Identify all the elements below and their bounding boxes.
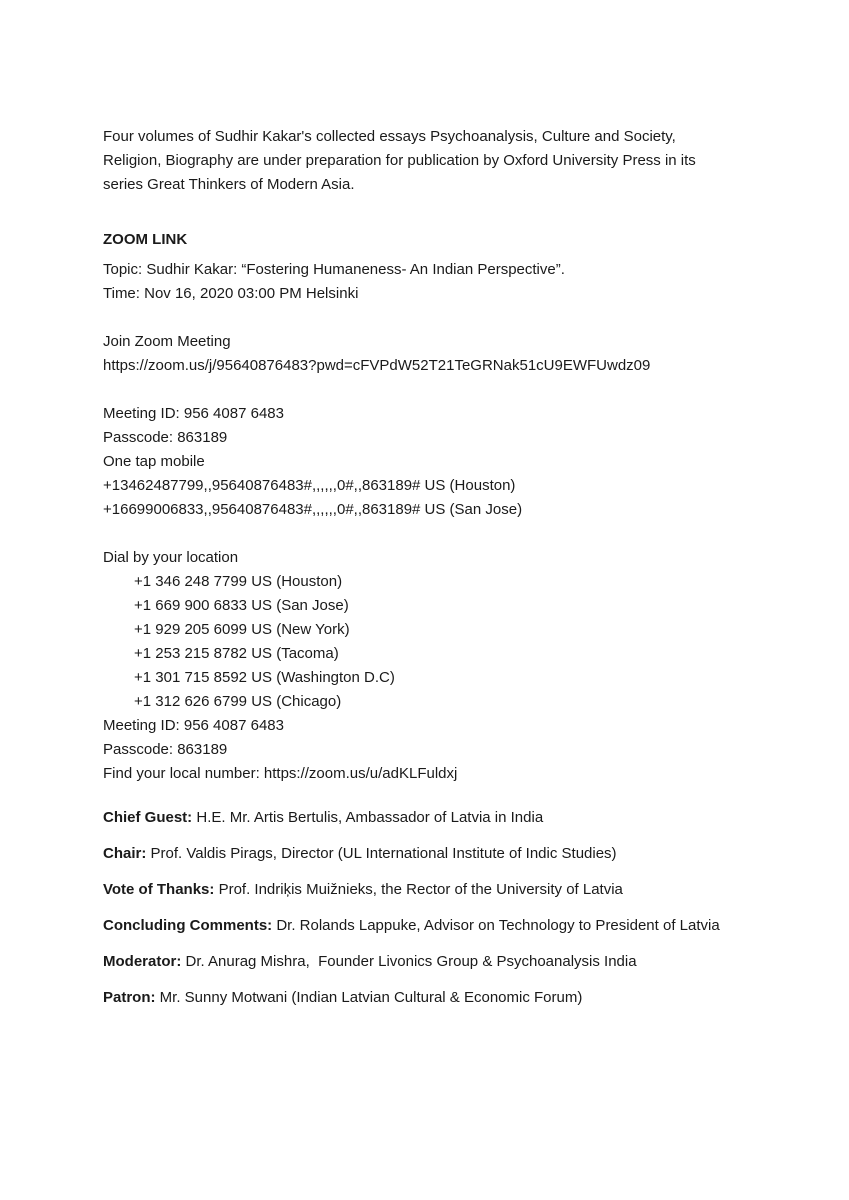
local-number-link[interactable]: Find your local number: https://zoom.us/u/adKLFuldxj <box>103 765 458 782</box>
dial-number: +1 346 248 7799 US (Houston) <box>134 573 343 590</box>
dial-number: +1 253 215 8782 US (Tacoma) <box>134 645 339 662</box>
document-body <box>103 125 743 1022</box>
role-value: H.E. Mr. Artis Bertulis, Ambassador of Latvia in India <box>192 809 544 826</box>
role-value: Prof. Valdis Pirags, Director (UL International Institute of Indic Studies) <box>146 845 617 862</box>
one-tap-number: +13462487799,,95640876483#,,,,,,0#,,863189# US (Houston) <box>103 477 516 494</box>
role-label: Moderator: <box>103 953 182 970</box>
intro-line: series Great Thinkers of Modern Asia. <box>103 176 355 193</box>
dial-number: +1 929 205 6099 US (New York) <box>134 621 350 638</box>
role-label: Chief Guest: <box>103 809 193 826</box>
role-value: Prof. Indriķis Muižnieks, the Rector of the University of Latvia <box>214 881 623 898</box>
role-moderator <box>103 950 743 986</box>
one-tap-label: One tap mobile <box>103 453 205 470</box>
role-chief-guest <box>103 806 743 842</box>
role-value: Dr. Anurag Mishra, Founder Livonics Group & Psychoanalysis India <box>181 953 637 970</box>
passcode: Passcode: 863189 <box>103 741 228 758</box>
intro-line: Four volumes of Sudhir Kakar's collected essays Psychoanalysis, Culture and Society, <box>103 128 676 145</box>
spacer <box>103 378 743 402</box>
meeting-id: Meeting ID: 956 4087 6483 <box>103 405 284 422</box>
dial-by-location-label: Dial by your location <box>103 549 239 566</box>
dial-number: +1 301 715 8592 US (Washington D.C) <box>134 669 395 686</box>
role-label: Concluding Comments: <box>103 917 273 934</box>
role-value: Mr. Sunny Motwani (Indian Latvian Cultural & Economic Forum) <box>155 989 583 1006</box>
role-patron <box>103 986 743 1022</box>
dial-number: +1 669 900 6833 US (San Jose) <box>134 597 349 614</box>
passcode: Passcode: 863189 <box>103 429 228 446</box>
role-chair <box>103 842 743 878</box>
meeting-time: Time: Nov 16, 2020 03:00 PM Helsinki <box>103 285 359 302</box>
role-vote-of-thanks <box>103 878 743 914</box>
spacer <box>103 306 743 330</box>
zoom-link-heading: ZOOM LINK <box>103 231 188 248</box>
role-label: Chair: <box>103 845 147 862</box>
meeting-topic: Topic: Sudhir Kakar: “Fostering Humaneness- An Indian Perspective”. <box>103 261 565 278</box>
role-label: Vote of Thanks: <box>103 881 215 898</box>
one-tap-number: +16699006833,,95640876483#,,,,,,0#,,863189# US (San Jose) <box>103 501 523 518</box>
join-meeting-link[interactable]: https://zoom.us/j/95640876483?pwd=cFVPdW52T21TeGRNak51cU9EWFUwdz09 <box>103 357 651 374</box>
join-meeting-label: Join Zoom Meeting <box>103 333 231 350</box>
role-label: Patron: <box>103 989 156 1006</box>
meeting-id: Meeting ID: 956 4087 6483 <box>103 717 284 734</box>
role-value: Dr. Rolands Lappuke, Advisor on Technology to President of Latvia <box>272 917 720 934</box>
dial-number: +1 312 626 6799 US (Chicago) <box>134 693 342 710</box>
spacer <box>103 522 743 546</box>
intro-line: Religion, Biography are under preparation for publication by Oxford University Press in its <box>103 152 696 169</box>
role-concluding-comments <box>103 914 743 950</box>
intro-paragraph <box>103 125 743 197</box>
